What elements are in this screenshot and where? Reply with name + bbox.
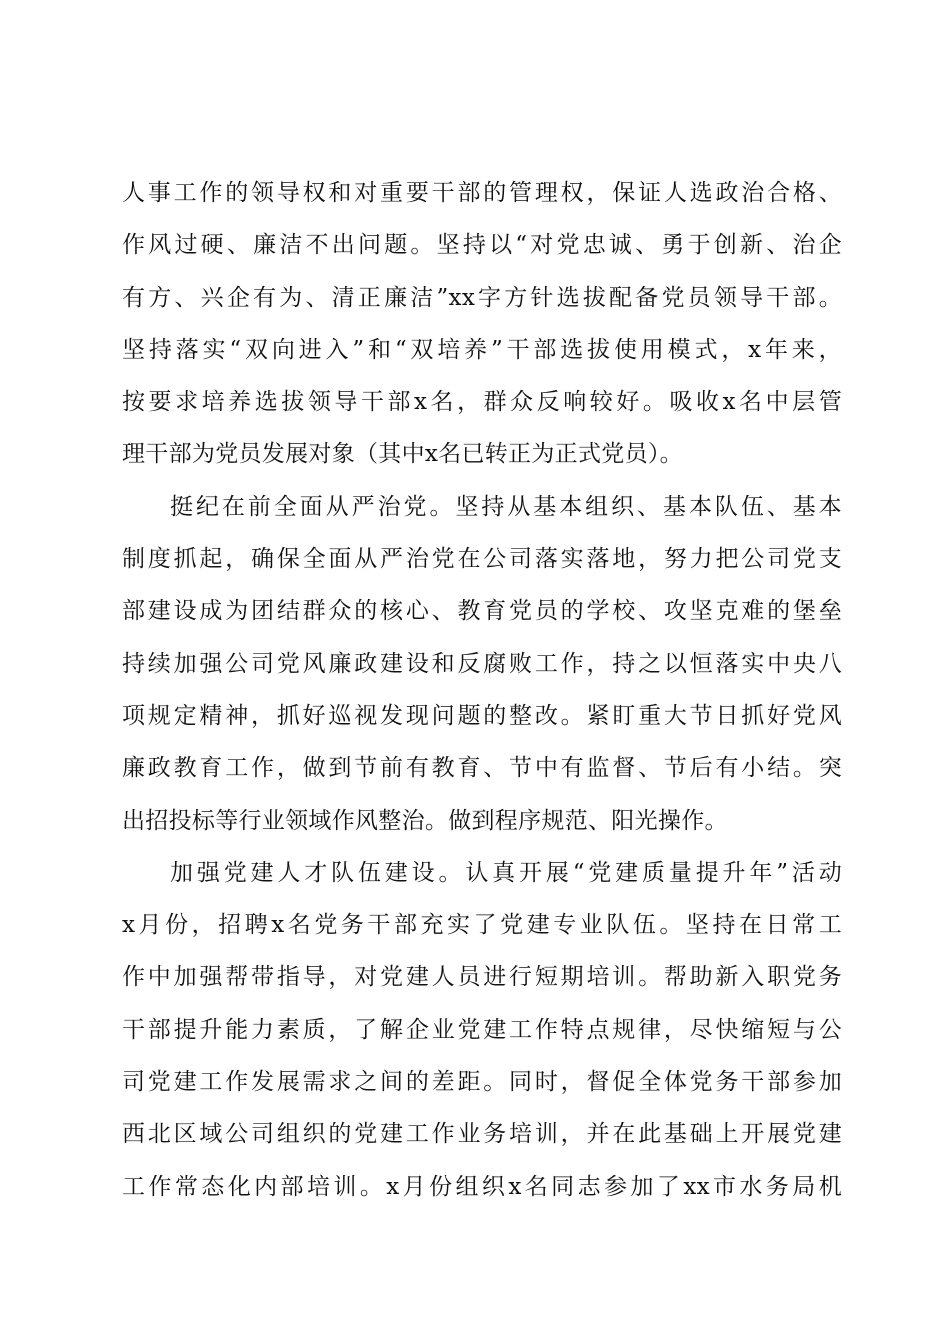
text-line: 有方、兴企有为、清正廉洁”xx字方针选拔配备党员领导干部。 [122,284,842,311]
paragraph-heading-line: 加强党建人才队伍建设。认真开展“党建质量提升年”活动 [170,859,842,886]
text-line: 制度抓起，确保全面从严治党在公司落实落地，努力把公司党支 [122,546,842,573]
text-line: 项规定精神，抓好巡视发现问题的整改。紧盯重大节日抓好党风 [122,702,842,729]
text-line: 坚持落实“双向进入”和“双培养”干部选拔使用模式，x年来， [122,336,842,363]
text-line: 西北区域公司组织的党建工作业务培训，并在此基础上开展党建 [122,1121,842,1148]
text-line: 作风过硬、廉洁不出问题。坚持以“对党忠诚、勇于创新、治企 [122,232,842,259]
text-line: 按要求培养选拔领导干部x名，群众反响较好。吸收x名中层管 [122,389,842,416]
text-line: 理干部为党员发展对象（其中x名已转正为正式党员）。 [122,441,683,468]
text-line: 干部提升能力素质，了解企业党建工作特点规律，尽快缩短与公 [122,1016,842,1043]
text-line: 工作常态化内部培训。x月份组织x名同志参加了xx市水务局机 [122,1173,842,1200]
body-text [122,167,842,1213]
text-line: 廉政教育工作，做到节前有教育、节中有监督、节后有小结。突 [122,755,842,782]
text-line: 司党建工作发展需求之间的差距。同时，督促全体党务干部参加 [122,1069,842,1096]
text-line: 部建设成为团结群众的核心、教育党员的学校、攻坚克难的堡垒 [122,598,842,625]
text-line: 出招投标等行业领域作风整治。做到程序规范、阳光操作。 [122,807,728,834]
text-line: x月份，招聘x名党务干部充实了党建专业队伍。坚持在日常工 [122,912,842,939]
paragraph-heading-line: 挺纪在前全面从严治党。坚持从基本组织、基本队伍、基本 [170,493,842,520]
text-line: 人事工作的领导权和对重要干部的管理权，保证人选政治合格、 [122,180,842,206]
text-line: 持续加强公司党风廉政建设和反腐败工作，持之以恒落实中央八 [122,650,842,677]
text-line: 作中加强帮带指导，对党建人员进行短期培训。帮助新入职党务 [122,964,842,991]
